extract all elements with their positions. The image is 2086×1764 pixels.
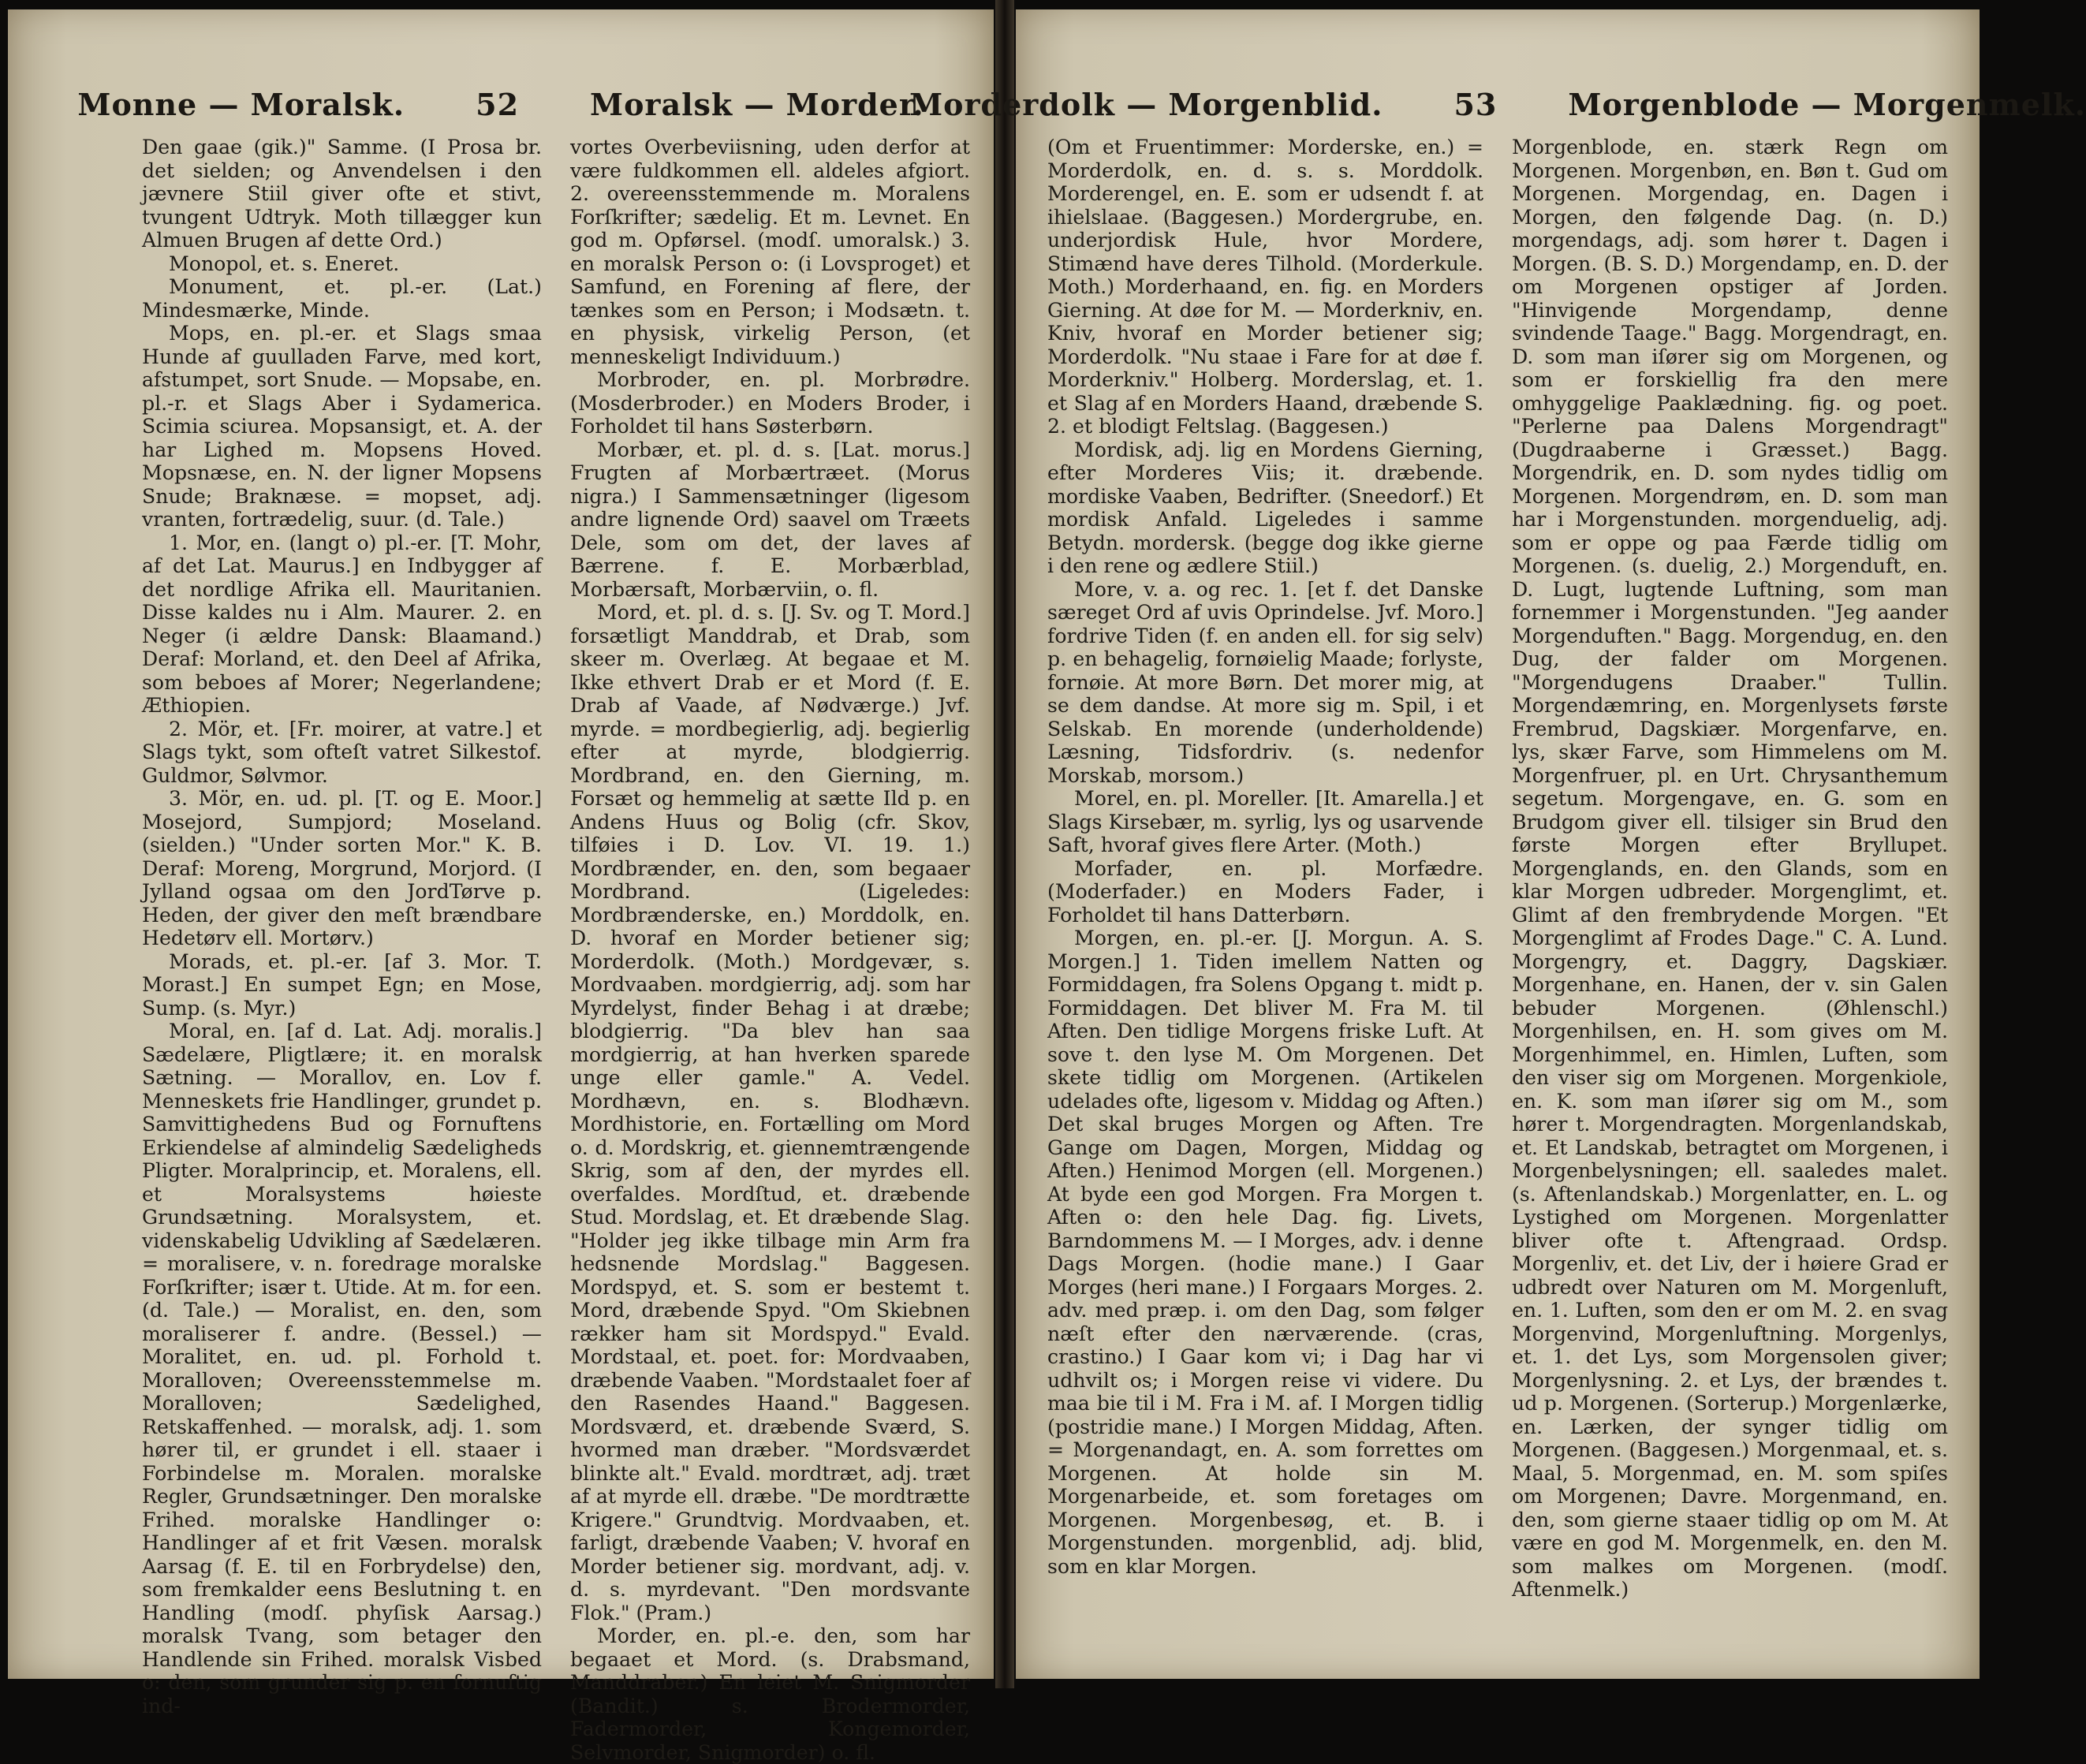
left-column-2 — [570, 136, 970, 1764]
left-running-head — [8, 73, 994, 136]
left-column-1 — [142, 136, 542, 1717]
dictionary-entry: 2. Mör, et. [Fr. moirer, at vatre.] et Slags tykt, som ofteſt vatret Silkestof. Guldmor, Sølvmor. — [142, 717, 542, 787]
right-column-1 — [1047, 136, 1483, 1624]
dictionary-entry: Moral, en. [af d. Lat. Adj. moralis.] Sædelære, Pligtlære; it. en moralsk Sætning. — Morallov, en. Lov f. Menneskets frie Handlinger, grundet p. Samvittighedens Bud og Fornuftens Erkiendelse af almindelig Sædeligheds Pligter. Moralprincip, et. Moralens, ell. et Moralsystems høieste Grundsætning. Moralsystem, et. videnskabelig Udvikling af Sædelæren. = moralisere, v. n. foredrage moralske Forſkrifter; især t. Utide. At m. for een. (d. Tale.) — Moralist, en. den, som moraliserer f. andre. (Bessel.) — Moralitet, en. ud. pl. Forhold t. Moralloven; Overeensstemmelse m. Moralloven; Sædelighed, Retskaffenhed. — moralsk, adj. 1. som hører til, er grundet i ell. staaer i Forbindelse m. Moralen. moralske Regler, Grundsætninger. Den moralske Frihed. moralske Handlinger o: Handlinger af et frit Væsen. moralsk Aarsag (f. E. til en Forbrydelse) den, som fremkalder eens Beslutning t. en Handling (modſ. phyſisk Aarsag.) moralsk Tvang, som betager den Handlende sin Frihed. moralsk Visbed o: den, som grunder sig p. en fornuftig ind- — [142, 1020, 542, 1717]
dictionary-entry: Morbroder, en. pl. Morbrødre. (Mosderbroder.) en Moders Broder, i Forholdet til hans Søsterbørn. — [570, 368, 970, 438]
dictionary-entry: Morder, en. pl.-e. den, som har begaaet et Mord. (s. Drabsmand, Manddraber.) En leiet M. Snigmorder (Bandit.) s. Brodermorder, Fadermorder, Kongemorder, Selvmorder, Snigmorder) o. fl. — [570, 1624, 970, 1764]
right-page — [909, 9, 2086, 1679]
dictionary-entry: 1. Mor, en. (langt o) pl.-er. [T. Mohr, af det Lat. Maurus.] en Indbygger af det nordlige Afrika ell. Mauritanien. Disse kaldes nu i Alm. Maurer. 2. en Neger (i ældre Dansk: Blaamand.) Deraf: Morland, et. den Deel af Afrika, som beboes af Morer; Negerlandene; Æthiopien. — [142, 531, 542, 717]
dictionary-entry: Morgen, en. pl.-er. [J. Morgun. A. S. Morgen.] 1. Tiden imellem Natten og Formiddagen, fra Solens Opgang t. midt p. Formiddagen. Det bliver M. Fra M. til Aften. Den tidlige Morgens friske Luft. At sove t. den lyse M. Om Morgenen. Det skete tidlig om Morgenen. (Artikelen udelades ofte, ligesom v. Middag og Aften.) Det skal bruges Morgen og Aften. Tre Gange om Dagen, Morgen, Middag og Aften.) Henimod Morgen (ell. Morgenen.) At byde een god Morgen. Fra Morgen t. Aften o: den hele Dag. fig. Livets, Barndommens M. — I Morges, adv. i denne Dags Morgen. (hodie mane.) I Gaar Morges (heri mane.) I Forgaars Morges. 2. adv. med præp. i. om den Dag, som følger næſt efter den nærværende. (cras, crastino.) I Gaar kom vi; i Dag har vi udhvilt os; i Morgen reise vi videre. Du maa bie til i M. Fra i M. af. I Morgen tidlig (postridie mane.) I Morgen Middag, Aften. = Morgenandagt, en. A. som forrettes om Morgenen. At holde sin M. Morgenarbeide, et. som foretages om Morgenen. Morgenbesøg, et. B. i Morgenstunden. morgenblid, adj. blid, som en klar Morgen. — [1047, 927, 1483, 1578]
dictionary-entry: Mordisk, adj. lig en Mordens Gierning, efter Morderes Viis; it. dræbende. mordiske Vaaben, Bedrifter. (Sneedorf.) Et mordisk Anfald. Ligeledes i samme Betydn. mordersk. (begge dog ikke gierne i den rene og ædlere Stiil.) — [1047, 438, 1483, 577]
dictionary-entry: vortes Overbeviisning, uden derfor at være fuldkommen ell. aldeles afgiort. 2. overeensstemmende m. Moralens Forſkrifter; sædelig. Et m. Levnet. En god m. Opførsel. (modſ. umoralsk.) 3. en moralsk Person o: (i Lovsproget) et Samfund, en Forening af flere, der tænkes som en Person; i Modsætn. t. en physisk, virkelig Person, (et menneskeligt Individuum.) — [570, 136, 970, 368]
left-header-left: Monne — Moralsk. — [77, 86, 405, 122]
left-columns — [142, 136, 970, 1764]
right-header-right: Morgenblode — Morgenmelk. — [1568, 86, 2086, 122]
dictionary-entry: Morel, en. pl. Moreller. [It. Amarella.] et Slags Kirsebær, m. syrlig, lys og usarvende Saft, hvoraf gives flere Arter. (Moth.) — [1047, 787, 1483, 856]
right-running-head — [909, 73, 2086, 136]
dictionary-entry: 3. Mör, en. ud. pl. [T. og E. Moor.] Mosejord, Sumpjord; Moseland. (sielden.) "Under sorten Mor." K. B. Deraf: Moreng, Morgrund, Morjord. (I Jylland ogsaa om den JordTørve p. Heden, der giver den meſt brændbare Hedetørv ell. Mortørv.) — [142, 787, 542, 949]
dictionary-entry: More, v. a. og rec. 1. [et f. det Danske særeget Ord af uvis Oprindelse. Jvf. Moro.] fordrive Tiden (f. en anden ell. for sig selv) p. en behagelig, fornøielig Maade; forlyste, fornøie. At more Børn. Det morer mig, at se dem dandse. At more sig m. Spil, i et Selskab. En morende (underholdende) Læsning, Tidsfordriv. (s. nedenfor Morskab, morsom.) — [1047, 577, 1483, 787]
left-header-right: Moralsk — Morder. — [590, 86, 924, 122]
dictionary-entry: Morads, et. pl.-er. [af 3. Mor. T. Morast.] En sumpet Egn; en Mose, Sump. (s. Myr.) — [142, 949, 542, 1020]
left-page-number: 52 — [476, 86, 520, 122]
dictionary-entry: Monument, et. pl.-er. (Lat.) Mindesmærke, Minde. — [142, 275, 542, 322]
book-gutter — [995, 0, 1014, 1688]
dictionary-entry: Morgenblode, en. stærk Regn om Morgenen. Morgenbøn, en. Bøn t. Gud om Morgenen. Morgendag, en. Dagen i Morgen, den følgende Dag. (n. D.) morgendags, adj. som hører t. Dagen i Morgen. (B. S. D.) Morgendamp, en. D. der om Morgenen opstiger af Jorden. "Hinvigende Morgendamp, denne svindende Taage." Bagg. Morgendragt, en. D. som man iſører sig om Morgenen, og som er forskiellig fra den mere omhyggelige Paaklædning. fig. og poet. "Perlerne paa Dalens Morgendragt" (Dugdraaberne i Græsset.) Bagg. Morgendrik, en. D. som nydes tidlig om Morgenen. Morgendrøm, en. D. som man har i Morgenstunden. morgenduelig, adj. som er oppe og paa Færde tidlig om Morgenen. (s. duelig, 2.) Morgenduft, en. D. Lugt, lugtende Luftning, som man fornemmer i Morgenstunden. "Jeg aander Morgenduften." Bagg. Morgendug, en. den Dug, der falder om Morgenen. "Morgendugens Draaber." Tullin. Morgendæmring, en. Morgenlysets første Frembrud, Dagskiær. Morgenfarve, en. lys, skær Farve, som Himmelens om M. Morgenfruer, pl. en Urt. Chrysanthemum segetum. Morgengave, en. G. som en Brudgom giver ell. tilsiger sin Brud den første Morgen efter Bryllupet. Morgenglands, en. den Glands, som en klar Morgen udbreder. Morgenglimt, et. Glimt af den frembrydende Morgen. "Et Morgenglimt af Frodes Dage." C. A. Lund. Morgengry, et. Daggry, Dagskiær. Morgenhane, en. Hanen, der v. sin Galen bebuder Morgenen. (Øhlenschl.) Morgenhilsen, en. H. som gives om M. Morgenhimmel, en. Himlen, Luften, som den viser sig om Morgenen. Morgenkiole, en. K. som man iſører sig om M., som hører t. Morgendragten. Morgenlandskab, et. Et Landskab, betragtet om Morgenen, i Morgenbelysningen; ell. saaledes malet. (s. Aftenlandskab.) Morgenlatter, en. L. og Lystighed om Morgenen. Morgenlatter bliver ofte t. Aftengraad. Ordsp. Morgenliv, et. det Liv, der i høiere Grad er udbredt over Naturen om M. Morgenluft, en. 1. Luften, som den er om M. 2. en svag Morgenvind, Morgenluftning. Morgenlys, et. 1. det Lys, som Morgensolen giver; Morgenlysning. 2. et Lys, der brændes t. ud p. Morgenen. (Sorterup.) Morgenlærke, en. Lærken, der synger tidlig om Morgenen. (Baggesen.) Morgenmaal, et. s. Maal, 5. Morgenmad, en. M. som spiſes om Morgenen; Davre. Morgenmand, en. den, som gierne staaer tidlig op om M. At være en god M. Morgenmelk, en. den M. som malkes om Morgenen. (modſ. Aftenmelk.) — [1512, 136, 1948, 1601]
dictionary-entry: (Om et Fruentimmer: Morderske, en.) = Morderdolk, en. d. s. s. Morddolk. Morderengel, en. E. som er udsendt f. at ihielslaae. (Baggesen.) Mordergrube, en. underjordisk Hule, hvor Mordere, Stimænd have deres Tilhold. (Morderkule. Moth.) Morderhaand, en. fig. en Morders Gierning. At døe for M. — Morderkniv, en. Kniv, hvoraf en Morder betiener sig; Morderdolk. "Nu staae i Fare for at døe f. Morderkniv." Holberg. Morderslag, et. 1. et Slag af en Morders Haand, dræbende S. 2. et blodigt Feltslag. (Baggesen.) — [1047, 136, 1483, 438]
dictionary-entry: Morbær, et. pl. d. s. [Lat. morus.] Frugten af Morbærtræet. (Morus nigra.) I Sammensætninger (ligesom andre lignende Ord) saavel om Træets Dele, som om det, der laves af Bærrene. f. E. Morbærblad, Morbærsaft, Morbærviin, o. fl. — [570, 438, 970, 601]
dictionary-entry: Monopol, et. s. Eneret. — [169, 252, 400, 275]
left-page — [8, 9, 994, 1764]
dictionary-entry: Mord, et. pl. d. s. [J. Sv. og T. Mord.] forsætligt Manddrab, et Drab, som skeer m. Overlæg. At begaae et M. Ikke ethvert Drab er et Mord (f. E. Drab af Vaade, af Nødværge.) Jvf. myrde. = mordbegierlig, adj. begierlig efter at myrde, blodgierrig. Mordbrand, en. den Gierning, m. Forsæt og hemmelig at sætte Ild p. en Andens Huus og Bolig (cfr. Skov, tilføies i D. Lov. VI. 19. 1.) Mordbrænder, en. den, som begaaer Mordbrand. (Ligeledes: Mordbrænderske, en.) Morddolk, en. D. hvoraf en Morder betiener sig; Morderdolk. (Moth.) Mordgevær, s. Mordvaaben. mordgierrig, adj. som har Myrdelyst, finder Behag i at dræbe; blodgierrig. "Da blev han saa mordgierrig, at han hverken sparede unge eller gamle." A. Vedel. Mordhævn, en. s. Blodhævn. Mordhistorie, en. Fortælling om Mord o. d. Mordskrig, et. giennemtrængende Skrig, som af den, der myrdes ell. overfaldes. Mordſtud, et. dræbende Stud. Mordslag, et. Et dræbende Slag. "Holder jeg ikke tilbage min Arm fra hedsnende Mordslag." Baggesen. Mordspyd, et. S. som er bestemt t. Mord, dræbende Spyd. "Om Skiebnen rækker ham sit Mordspyd." Evald. Mordstaal, et. poet. for: Mordvaaben, dræbende Vaaben. "Mordstaalet foer af den Rasendes Haand." Baggesen. Mordsværd, et. dræbende Sværd, S. hvormed man dræber. "Mordsværdet blinkte alt." Evald. mordtræt, adj. træt af at myrde ell. dræbe. "De mordtrætte Krigere." Grundtvig. Mordvaaben, et. farligt, dræbende Vaaben; V. hvoraf en Morder betiener sig. mordvant, adj. v. d. s. myrdevant. "Den mordsvante Flok." (Pram.) — [570, 601, 970, 1624]
dictionary-entry: Den gaae (gik.)" Samme. (I Prosa br. det sielden; og Anvendelsen i den jævnere Stiil giver ofte et stivt, tvungent Udtryk. Moth tillægger kun Almuen Brugen af dette Ord.) — [142, 136, 542, 252]
right-page-number: 53 — [1453, 86, 1498, 122]
dictionary-entry: Mops, en. pl.-er. et Slags smaa Hunde af guulladen Farve, med kort, afstumpet, sort Snude. — Mopsabe, en. pl.-r. et Slags Aber i Sydamerica. Scimia sciurea. Mopsansigt, et. A. der har Lighed m. Mopsens Hoved. Mopsnæse, en. N. der ligner Mopsens Snude; Braknæse. = mopset, adj. vranten, fortrædelig, suur. (d. Tale.) — [142, 322, 542, 531]
dictionary-entry: Morfader, en. pl. Morfædre. (Moderfader.) en Moders Fader, i Forholdet til hans Datterbørn. — [1047, 856, 1483, 927]
right-columns — [1047, 136, 1948, 1624]
right-header-left: Morderdolk — Morgenblid. — [909, 86, 1383, 122]
right-column-2 — [1512, 136, 1948, 1624]
